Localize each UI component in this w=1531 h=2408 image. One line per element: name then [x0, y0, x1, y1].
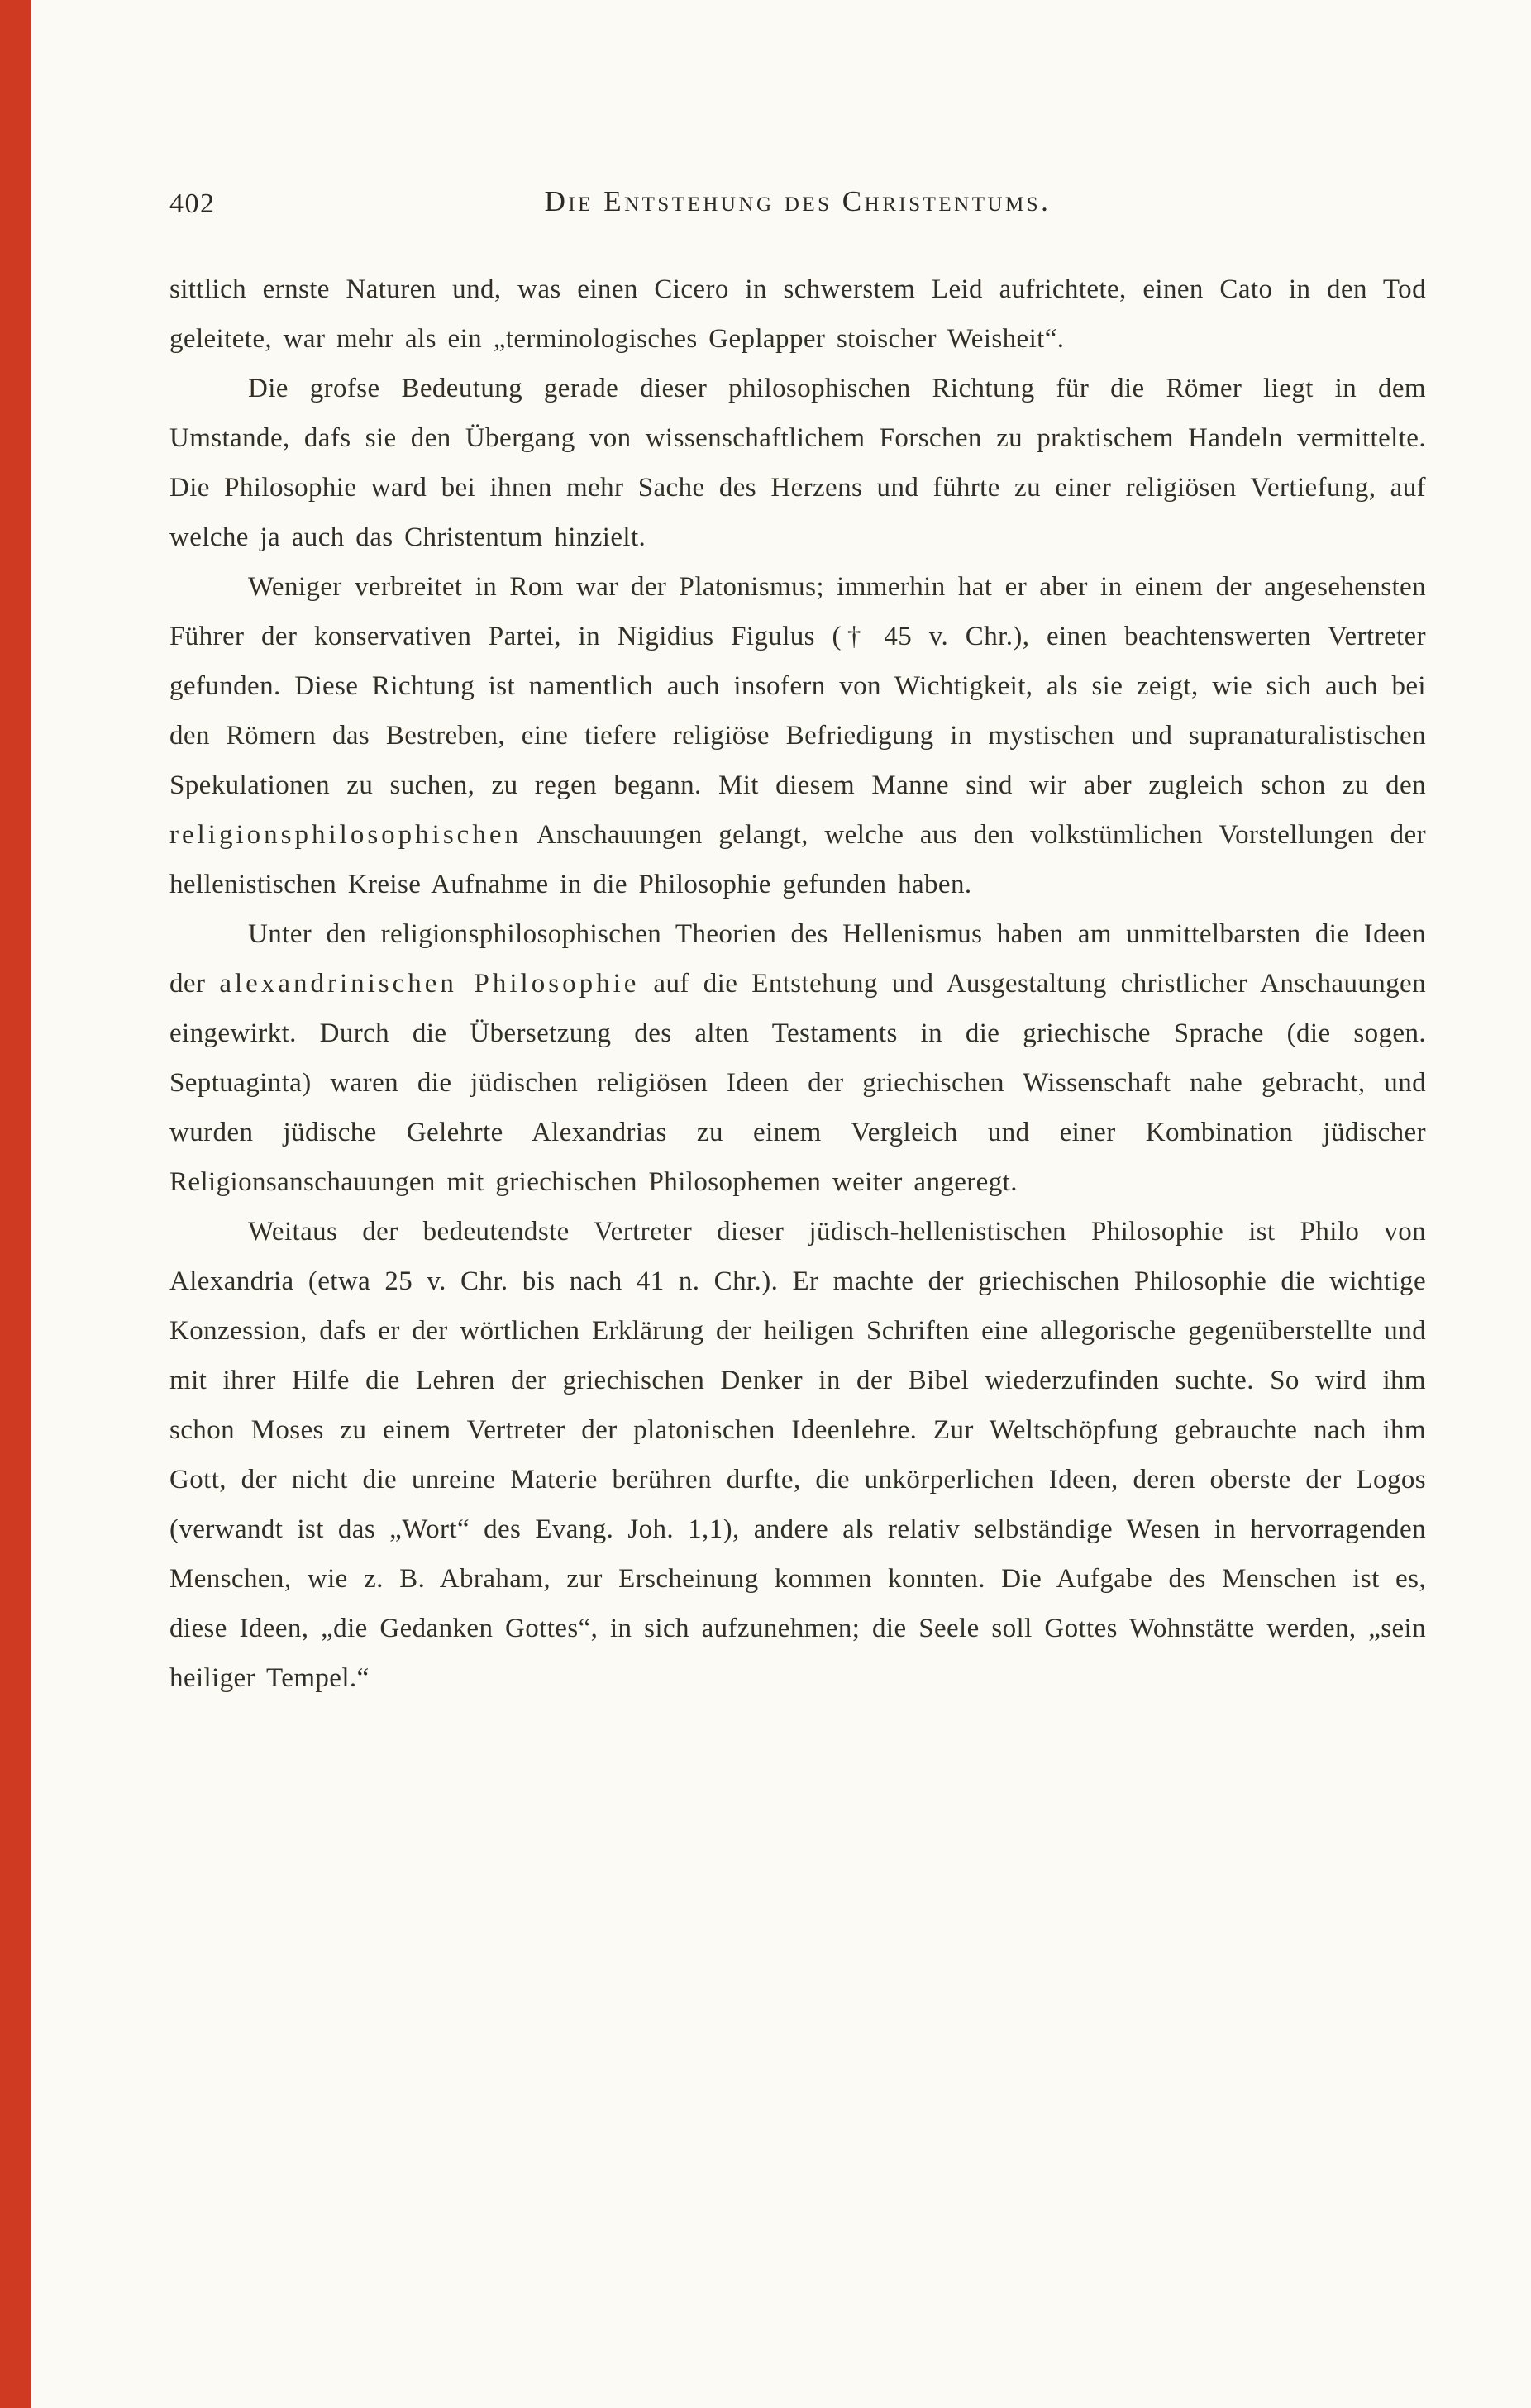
emphasized-text: alexandrinischen Philosophie [219, 969, 640, 999]
running-title: Die Entstehung des Christentums. [544, 185, 1052, 217]
paragraph [169, 265, 1426, 364]
page-number: 402 [169, 188, 216, 219]
text-segment: auf die Entstehung und Ausgestaltung christlicher Anschauungen eingewirkt. Durch die Übersetzung des alten Testaments in die griechische Sprache (die sogen. Septuaginta) waren die jüdischen religiösen Ideen der griechischen Wissenschaft nahe gebracht, und wurden jüdische Gelehrte Alexandrias zu einem Vergleich und einer Kombination jüdischer Religionsanschauungen mit griechischen Philosophemen weiter angeregt. [169, 969, 1427, 1197]
text-segment: Unter den religionsphilosophischen Theorien des Hellenismus haben am unmittelbarsten die Ideen der [169, 919, 1426, 999]
page-header [169, 185, 1426, 226]
emphasized-text: religionsphilosophischen [169, 820, 522, 850]
body-text [169, 265, 1426, 1703]
paragraph [169, 562, 1426, 909]
text-segment: Weniger verbreitet in Rom war der Platonismus; immerhin hat er aber in einem der angesehensten Führer der konservativen Partei, in Nigidius Figulus († 45 v. Chr.), einen beachtenswerten Vertreter gefunden. Diese Richtung ist namentlich auch insofern von Wichtigkeit, als sie zeigt, wie sich auch bei den Römern das Bestreben, eine tiefere religiöse Befriedigung in mystischen und supranaturalistischen Spekulationen zu suchen, zu regen begann. Mit diesem Manne sind wir aber zugleich schon zu den [169, 572, 1426, 800]
paragraph [169, 1207, 1426, 1703]
text-segment: Die grofse Bedeutung gerade dieser philosophischen Richtung für die Römer liegt in dem Umstande, dafs sie den Übergang von wissenschaftlichem Forschen zu praktischem Handeln vermittelte. Die Philosophie ward bei ihnen mehr Sache des Herzens und führte zu einer religiösen Vertiefung, auf welche ja auch das Christentum hinzielt. [169, 374, 1426, 552]
paragraph [169, 909, 1426, 1207]
text-segment: sittlich ernste Naturen und, was einen Cicero in schwerstem Leid aufrichtete, einen Cato in den Tod geleitete, war mehr als ein „terminologisches Geplapper stoischer Weisheit“. [169, 274, 1426, 354]
text-segment: Anschauungen gelangt, welche aus den volkstümlichen Vorstellungen der hellenistischen Kreise Aufnahme in die Philosophie gefunden haben. [169, 820, 1426, 899]
paragraph [169, 364, 1426, 562]
text-segment: Weitaus der bedeutendste Vertreter dieser jüdisch-hellenistischen Philosophie ist Philo von Alexandria (etwa 25 v. Chr. bis nach 41 n. Chr.). Er machte der griechischen Philosophie die wichtige Konzession, dafs er der wörtlichen Erklärung der heiligen Schriften eine allegorische gegenüberstellte und mit ihrer Hilfe die Lehren der griechischen Denker in der Bibel wiederzufinden suchte. So wird ihm schon Moses zu einem Vertreter der platonischen Ideenlehre. Zur Weltschöpfung gebrauchte nach ihm Gott, der nicht die unreine Materie berühren durfte, die unkörperlichen Ideen, deren oberste der Logos (verwandt ist das „Wort“ des Evang. Joh. 1,1), andere als relativ selbständige Wesen in hervorragenden Menschen, wie z. B. Abraham, zur Erscheinung kommen konnten. Die Aufgabe des Menschen ist es, diese Ideen, „die Gedanken Gottes“, in sich aufzunehmen; die Seele soll Gottes Wohnstätte werden, „sein heiliger Tempel.“ [169, 1217, 1426, 1693]
